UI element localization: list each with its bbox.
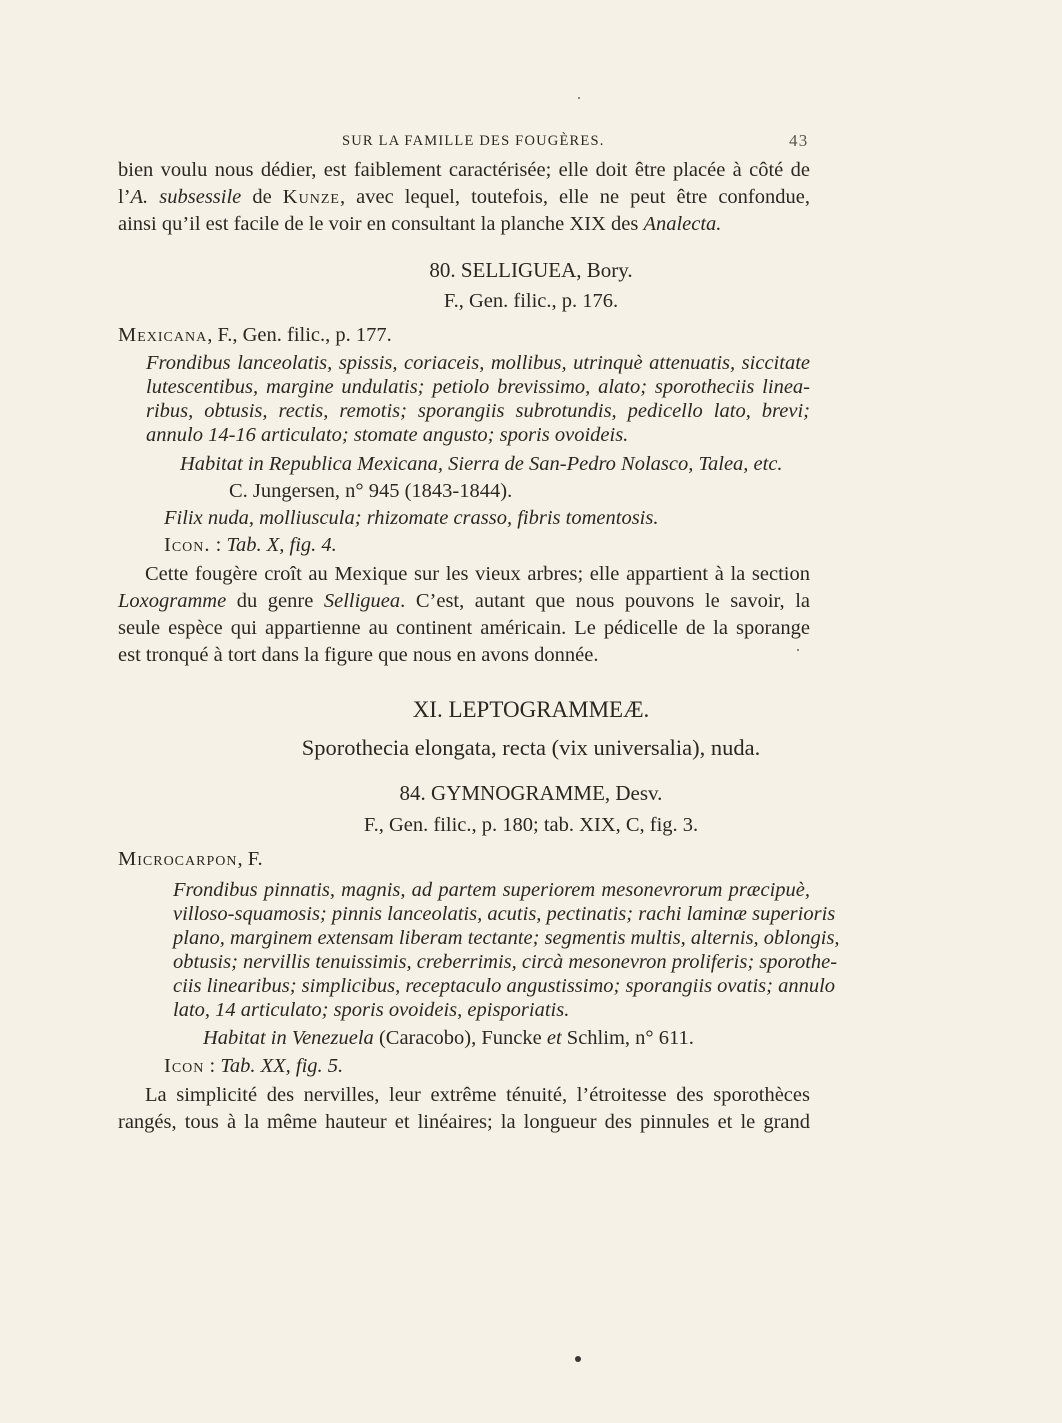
comment-80-line-3: seule espèce qui appartienne au continent américain. Le pédicelle de la sporange — [118, 617, 810, 639]
comment-80-line-4: est tronqué à tort dans la figure que nous en avons donnée. — [118, 644, 599, 666]
microcarpon-desc-2: villoso-squamosis; pinnis lanceolatis, acutis, pectinatis; rachi laminæ superioris — [173, 903, 836, 925]
species-microcarpon-heading: Microcarpon, F. — [118, 848, 263, 870]
mexicana-filix: Filix nuda, molliuscula; rhizomate crasso, fibris tomentosis. — [164, 507, 659, 529]
running-title: SUR LA FAMILLE DES FOUGÈRES. — [342, 133, 605, 149]
microcarpon-desc-5: ciis linearibus; simplicibus, receptaculo angustissimo; sporangiis ovatis; annulo — [173, 975, 836, 997]
microcarpon-desc-6: lato, 14 articulato; sporis ovoideis, episporiatis. — [173, 999, 570, 1021]
comment-84-line-1: La simplicité des nervilles, leur extrême ténuité, l’étroitesse des sporothèces — [145, 1084, 810, 1106]
ink-speck — [575, 1356, 581, 1362]
genus-80-title: 80. SELLIGUEA, Bory. — [429, 258, 633, 282]
intro-line-1: bien voulu nous dédier, est faiblement caractérisée; elle doit être placée à côté de — [118, 159, 810, 181]
microcarpon-desc-1: Frondibus pinnatis, magnis, ad partem superiorem mesonevrorum præcipuè, — [173, 879, 810, 901]
ink-speck-small — [797, 649, 799, 651]
intro-line-3: ainsi qu’il est facile de le voir en consultant la planche XIX des Analecta. — [118, 213, 722, 235]
microcarpon-icon-ref: Icon : Tab. XX, fig. 5. — [164, 1055, 344, 1077]
analecta-ref: Analecta. — [643, 213, 722, 235]
intro-line-2: l’A. subsessile de Kunze, avec lequel, toutefois, elle ne peut être confondue, — [118, 186, 810, 208]
mexicana-collector: C. Jungersen, n° 945 (1843-1844). — [229, 480, 513, 502]
author-kunze: Kunze — [282, 186, 340, 208]
page-number: 43 — [789, 131, 809, 150]
species-mexicana-heading: Mexicana, F., Gen. filic., p. 177. — [118, 324, 392, 346]
species-ref: A. subsessile — [130, 186, 242, 208]
microcarpon-habitat: Habitat in Venezuela (Caracobo), Funcke et Schlim, n° 611. — [203, 1027, 694, 1049]
microcarpon-desc-4: obtusis; nervillis tenuissimis, creberrimis, circà mesonevron proliferis; sporothe- — [173, 951, 838, 973]
mexicana-desc-3: ribus, obtusis, rectis, remotis; sporangiis subrotundis, pedicello lato, brevi; — [146, 400, 810, 422]
comment-80-line-1: Cette fougère croît au Mexique sur les vieux arbres; elle appartient à la section — [145, 563, 810, 585]
genus-84-ref: F., Gen. filic., p. 180; tab. XIX, C, fig. 3. — [363, 814, 699, 836]
section-subtitle: Sporothecia elongata, recta (vix universalia), nuda. — [301, 735, 761, 760]
microcarpon-desc-3: plano, marginem extensam liberam tectante; segmentis multis, alternis, oblongis, — [173, 927, 840, 949]
section-title: XI. LEPTOGRAMMEÆ. — [412, 697, 650, 722]
genus-84-title: 84. GYMNOGRAMME, Desv. — [399, 781, 663, 805]
mexicana-desc-2: lutescentibus, margine undulatis; petiolo brevissimo, alato; sporotheciis linea- — [146, 376, 810, 398]
mexicana-desc-4: annulo 14-16 articulato; stomate angusto; sporis ovoideis. — [146, 424, 629, 446]
genus-80-ref: F., Gen. filic., p. 176. — [443, 290, 619, 312]
mexicana-habitat: Habitat in Republica Mexicana, Sierra de San-Pedro Nolasco, Talea, etc. — [180, 453, 783, 475]
comment-80-line-2: Loxogramme du genre Selliguea. C’est, autant que nous pouvons le savoir, la — [118, 590, 810, 612]
mexicana-icon-ref: Icon. : Tab. X, fig. 4. — [164, 534, 337, 556]
comment-84-line-2: rangés, tous à la même hauteur et linéaires; la longueur des pinnules et le grand — [118, 1111, 810, 1133]
mexicana-desc-1: Frondibus lanceolatis, spissis, coriaceis, mollibus, utrinquè attenuatis, siccitate — [146, 352, 810, 374]
ink-speck-small — [578, 97, 580, 99]
